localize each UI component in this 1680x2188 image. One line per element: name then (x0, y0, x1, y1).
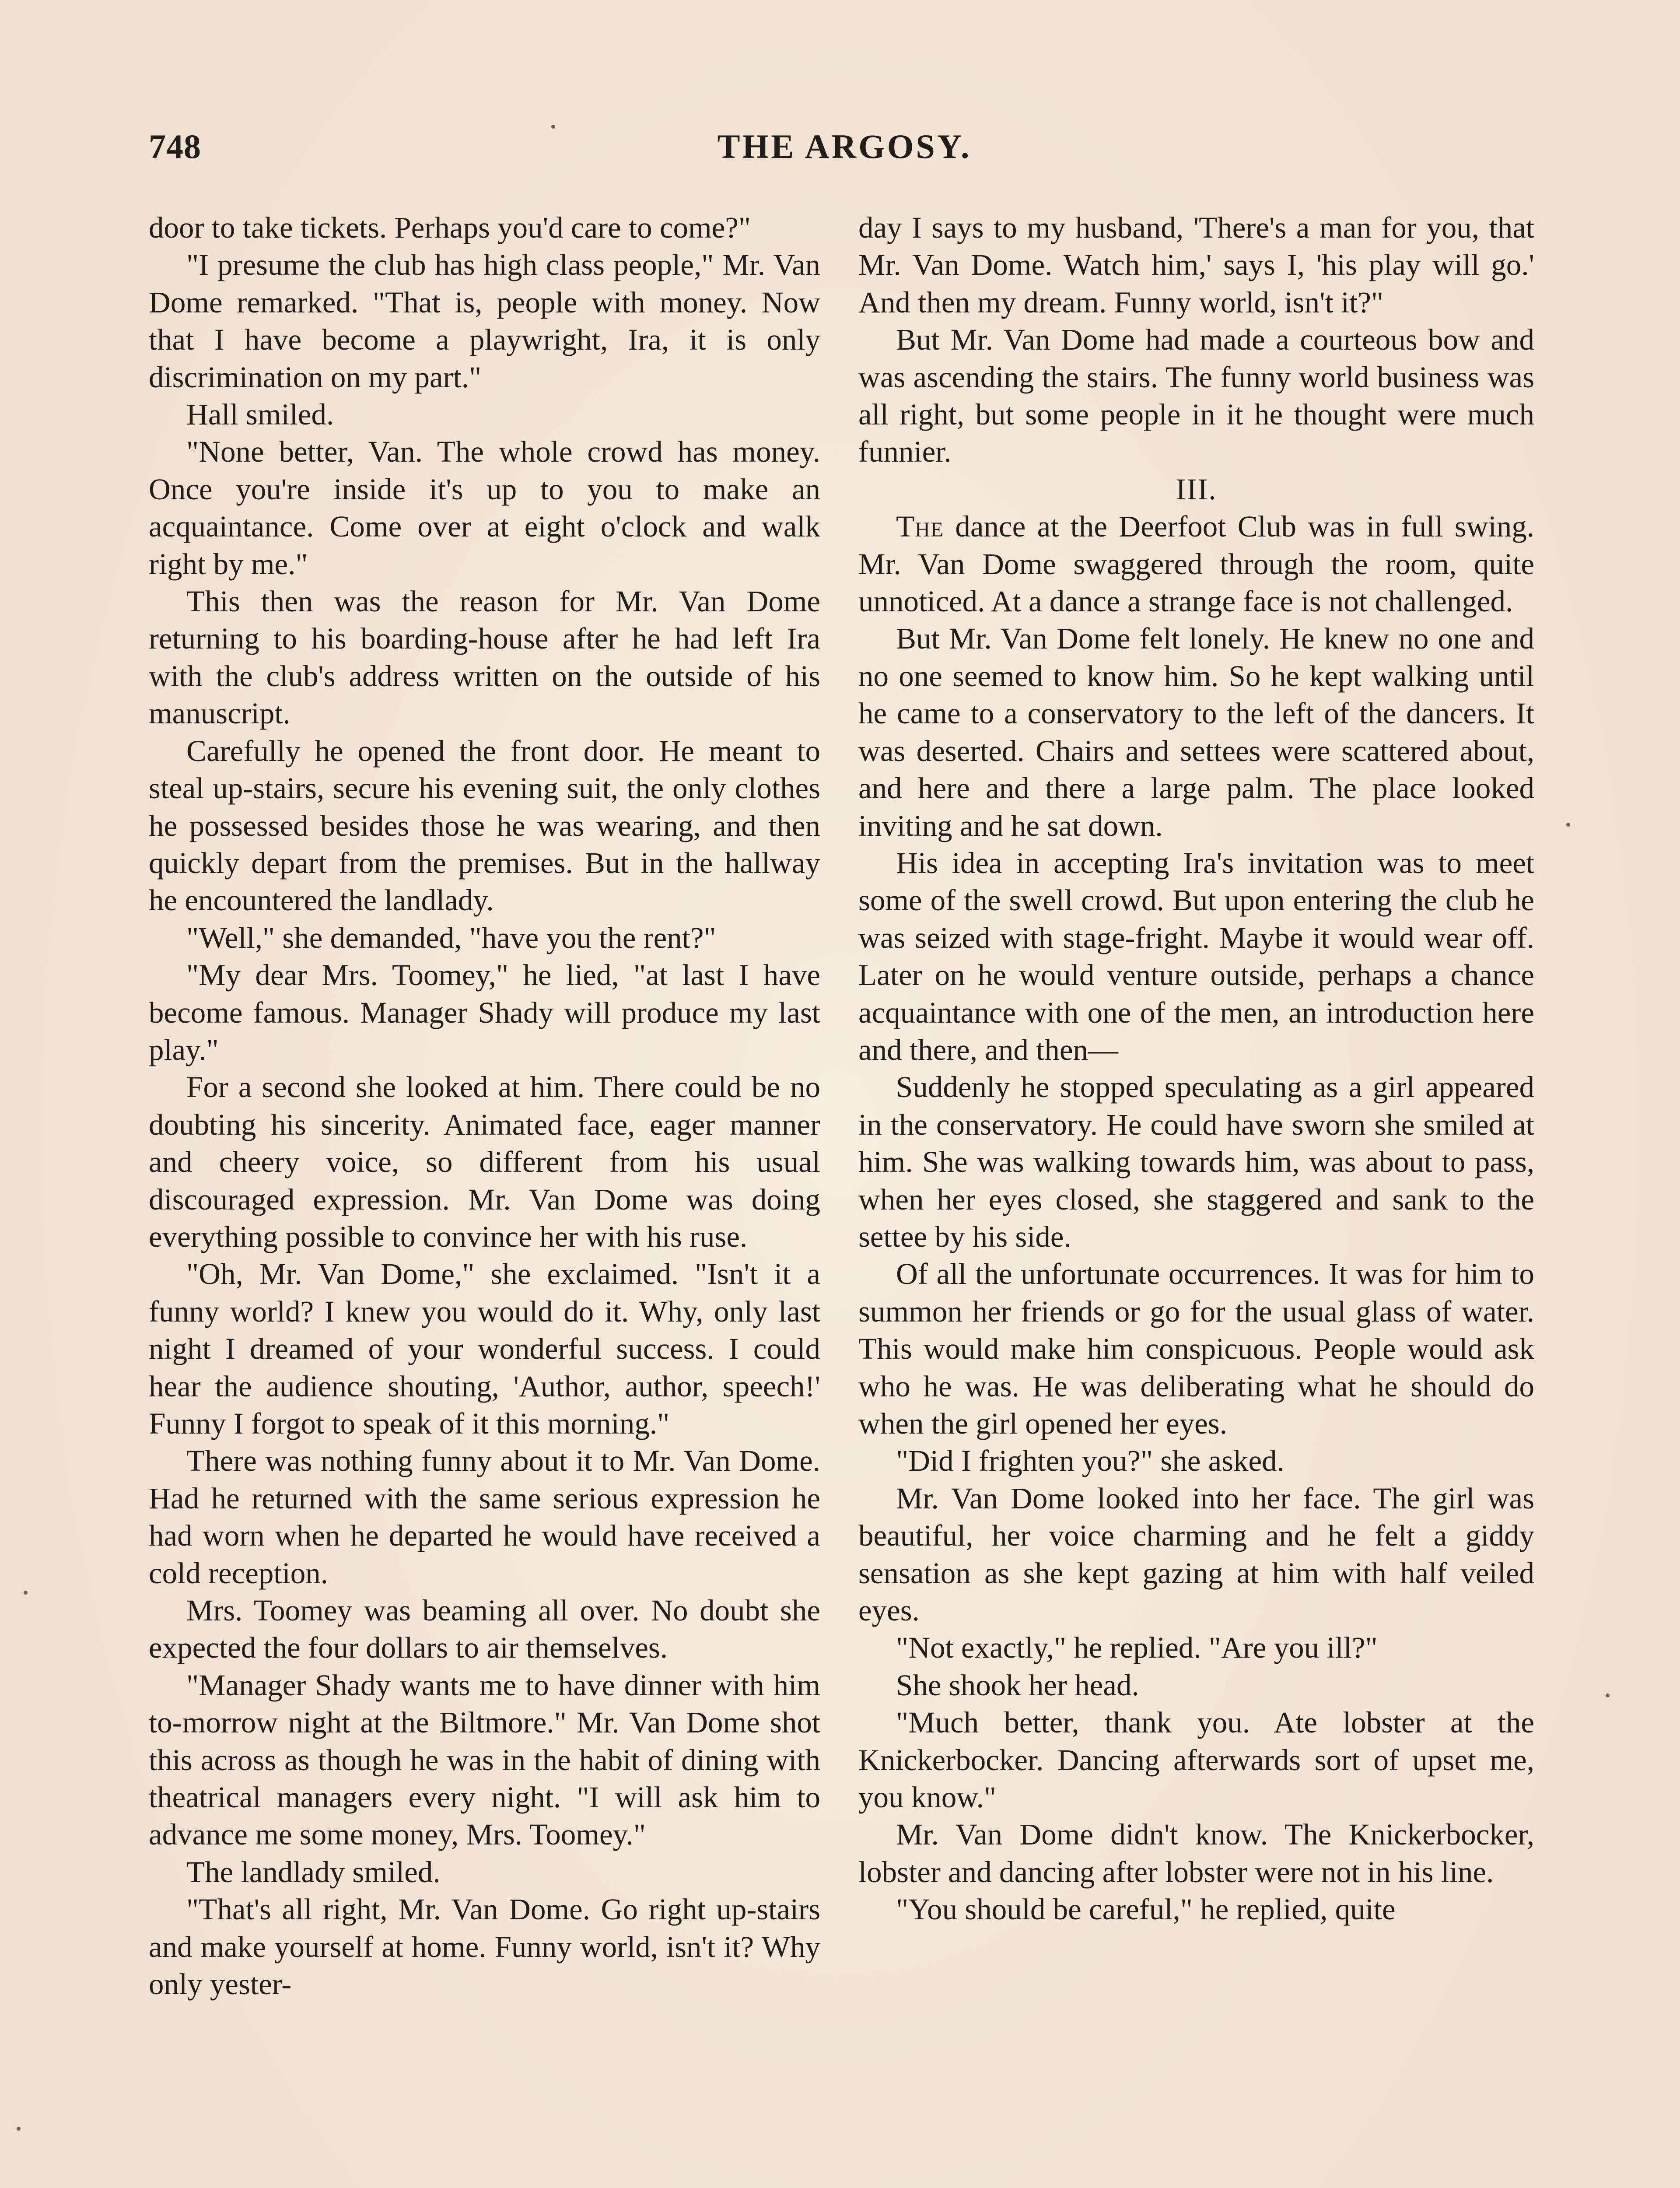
paper-speck (24, 1591, 28, 1595)
paragraph: She shook her head. (896, 1668, 1139, 1702)
section-opening-paragraph (858, 508, 1534, 620)
paragraph: door to take tickets. Perhaps you'd care to come?" (149, 211, 751, 244)
paragraph: His idea in accepting Ira's invitation was to meet some of the swell crowd. But upon entering the club he was seized with stage-fright. Maybe it would wear off. Later on he would venture outside, perhaps a chance acquaintance with one of the men, an introduction here and there, and then— (858, 846, 1534, 1066)
page-number: 748 (149, 127, 201, 165)
paragraph: "Did I frighten you?" she asked. (896, 1444, 1284, 1478)
section-number: III. (1176, 472, 1217, 506)
paragraph: Of all the unfortunate occurrences. It was for him to summon her friends or go for the usual glass of water. This would make him conspicuous. People would ask who he was. He was deliberating what he should do when the girl opened her eyes. (858, 1257, 1534, 1440)
paragraph: "You should be careful," he replied, quite (896, 1893, 1396, 1926)
section-opening-word: The (896, 510, 944, 543)
paragraph: Suddenly he stopped speculating as a girl appeared in the conservatory. He could have sworn she smiled at him. She was walking towards him, was about to pass, when her eyes closed, she staggered and sank to the settee by his side. (858, 1070, 1534, 1253)
running-head: THE ARGOSY. (717, 127, 972, 165)
paragraph: For a second she looked at him. There could be no doubting his sincerity. Animated face, eager manner and cheery voice, so different from his usual discouraged expression. Mr. Van Dome was doing everything possible to convince her with his ruse. (149, 1070, 820, 1253)
paragraph: Mr. Van Dome didn't know. The Knickerbocker, lobster and dancing after lobster were not in his line. (858, 1818, 1534, 1889)
paragraph: "Manager Shady wants me to have dinner with him to-morrow night at the Biltmore." Mr. Van Dome shot this across as though he was in the habit of dining with theatrical managers every night. "I will ask him to advance me some money, Mrs. Toomey." (149, 1668, 820, 1851)
paragraph: The landlady smiled. (186, 1855, 441, 1889)
paragraph: "Oh, Mr. Van Dome," she exclaimed. "Isn't it a funny world? I knew you would do it. Why, only last night I dreamed of your wonderful success. I could hear the audience shouting, 'Author, author, speech!' Funny I forgot to speak of it this morning." (149, 1257, 820, 1440)
paragraph: Carefully he opened the front door. He meant to steal up-stairs, secure his evening suit, the only clothes he possessed besides those he was wearing, and then quickly depart from the premises. But in the hallway he encountered the landlady. (149, 734, 820, 917)
paragraph: There was nothing funny about it to Mr. Van Dome. Had he returned with the same serious expression he had worn when he departed he would have received a cold reception. (149, 1444, 820, 1590)
paragraph: "None better, Van. The whole crowd has money. Once you're inside it's up to you to make an acquaintance. Come over at eight o'clock and walk right by me." (149, 435, 820, 581)
paragraph: "My dear Mrs. Toomey," he lied, "at last I have become famous. Manager Shady will produce my last play." (149, 958, 820, 1066)
page-header (149, 127, 1540, 175)
paragraph: "Not exactly," he replied. "Are you ill?" (896, 1631, 1378, 1665)
paragraph: "Well," she demanded, "have you the rent?" (186, 921, 716, 954)
paragraph: This then was the reason for Mr. Van Dome returning to his boarding-house after he had left Ira with the club's address written on the outside of his manuscript. (149, 585, 820, 730)
paper-speck (551, 125, 555, 129)
paragraph: "That's all right, Mr. Van Dome. Go right up-stairs and make yourself at home. Funny world, isn't it? Why only yester- (149, 1893, 820, 2001)
paper-speck (1566, 823, 1570, 827)
paragraph: "Much better, thank you. Ate lobster at the Knickerbocker. Dancing afterwards sort of upset me, you know." (858, 1706, 1534, 1814)
paragraph: Mrs. Toomey was beaming all over. No doubt she expected the four dollars to air themselves. (149, 1594, 820, 1665)
paragraph: Hall smiled. (186, 398, 334, 431)
paper-speck (1606, 1694, 1610, 1697)
paper-speck (17, 2127, 21, 2131)
right-column (858, 209, 1534, 1929)
paragraph: But Mr. Van Dome felt lonely. He knew no one and no one seemed to know him. So he kept walking until he came to a conservatory to the left of the dancers. It was deserted. Chairs and settees were scattered about, and here and there a large palm. The place looked inviting and he sat down. (858, 622, 1534, 842)
paragraph: "I presume the club has high class people," Mr. Van Dome remarked. "That is, people with money. Now that I have become a playwright, Ira, it is only discrimination on my part." (149, 248, 820, 394)
paragraph: Mr. Van Dome looked into her face. The girl was beautiful, her voice charming and he felt a giddy sensation as she kept gazing at him with half veiled eyes. (858, 1481, 1534, 1627)
paragraph: day I says to my husband, 'There's a man for you, that Mr. Van Dome. Watch him,' says I, 'his play will go.' And then my dream. Funny world, isn't it?" (858, 211, 1534, 319)
paragraph: But Mr. Van Dome had made a courteous bow and was ascending the stairs. The funny world business was all right, but some people in it he thought were much funnier. (858, 323, 1534, 469)
left-column (149, 209, 820, 2003)
section-opening-text: dance at the Deerfoot Club was in full swing. Mr. Van Dome swaggered through the room, quite unnoticed. At a dance a strange face is not challenged. (858, 510, 1534, 618)
